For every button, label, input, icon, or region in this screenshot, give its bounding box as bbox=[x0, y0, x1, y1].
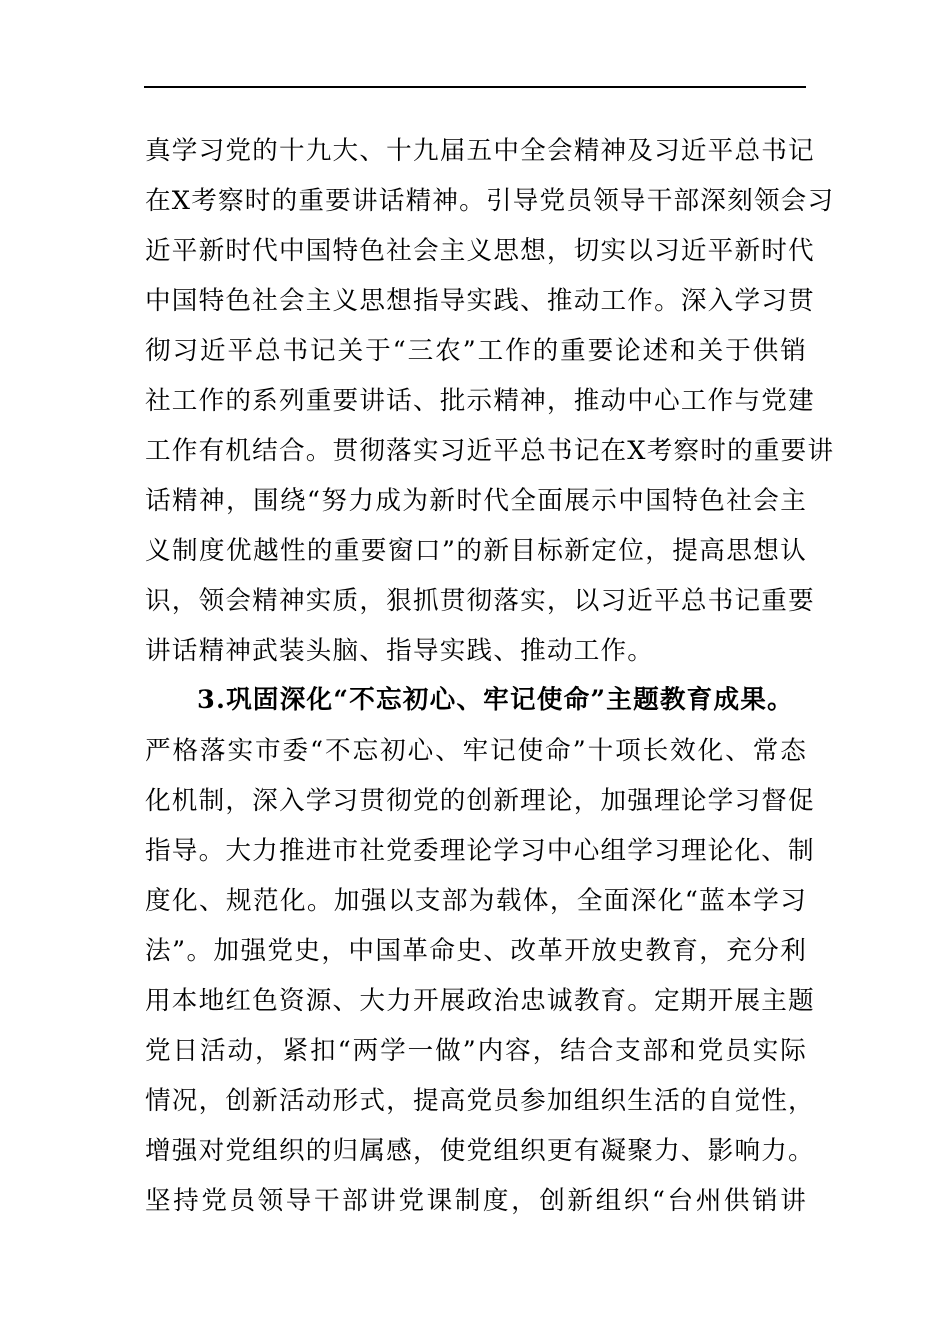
text-line: 法”。加强党史，中国革命史、改革开放史教育，充分利 bbox=[145, 936, 807, 966]
text-line: 义制度优越性的重要窗口”的新目标新定位，提高思想认 bbox=[145, 536, 807, 566]
text-line: 度化、规范化。加强以支部为载体，全面深化“蓝本学习 bbox=[145, 886, 807, 916]
text-line: 增强对党组织的归属感，使党组织更有凝聚力、影响力。 bbox=[145, 1136, 815, 1166]
text-line: 坚持党员领导干部讲党课制度，创新组织“台州供销讲 bbox=[145, 1186, 807, 1216]
text-line: 话精神，围绕“努力成为新时代全面展示中国特色社会主 bbox=[145, 486, 807, 516]
header-rule bbox=[144, 86, 806, 88]
text-line: 社工作的系列重要讲话、批示精神，推动中心工作与党建 bbox=[145, 386, 815, 416]
paragraph-study-spirit bbox=[145, 126, 835, 676]
text-line: 严格落实市委“不忘初心、牢记使命”十项长效化、常态 bbox=[145, 736, 807, 766]
text-line: 真学习党的十九大、十九届五中全会精神及习近平总书记 bbox=[145, 136, 815, 166]
section-heading-container bbox=[145, 675, 807, 725]
text-line: 识，领会精神实质，狠抓贯彻落实，以习近平总书记重要 bbox=[145, 586, 815, 616]
text-line: 指导。大力推进市社党委理论学习中心组学习理论化、制 bbox=[145, 836, 815, 866]
text-line: 工作有机结合。贯彻落实习近平总书记在X考察时的重要讲 bbox=[145, 436, 835, 466]
paragraph-theme-education bbox=[145, 726, 815, 1226]
text-line: 近平新时代中国特色社会主义思想，切实以习近平新时代 bbox=[145, 236, 815, 266]
text-line: 情况，创新活动形式，提高党员参加组织生活的自觉性， bbox=[145, 1086, 815, 1116]
text-line: 化机制，深入学习贯彻党的创新理论，加强理论学习督促 bbox=[145, 786, 815, 816]
text-line: 中国特色社会主义思想指导实践、推动工作。深入学习贯 bbox=[145, 286, 815, 316]
text-line: 彻习近平总书记关于“三农”工作的重要论述和关于供销 bbox=[145, 336, 807, 366]
section-heading: 3.巩固深化“不忘初心、牢记使命”主题教育成果。 bbox=[197, 685, 794, 715]
text-line: 在X考察时的重要讲话精神。引导党员领导干部深刻领会习 bbox=[145, 186, 835, 216]
text-line: 讲话精神武装头脑、指导实践、推动工作。 bbox=[145, 636, 655, 666]
text-line: 用本地红色资源、大力开展政治忠诚教育。定期开展主题 bbox=[145, 986, 815, 1016]
text-line: 党日活动，紧扣“两学一做”内容，结合支部和党员实际 bbox=[145, 1036, 807, 1066]
